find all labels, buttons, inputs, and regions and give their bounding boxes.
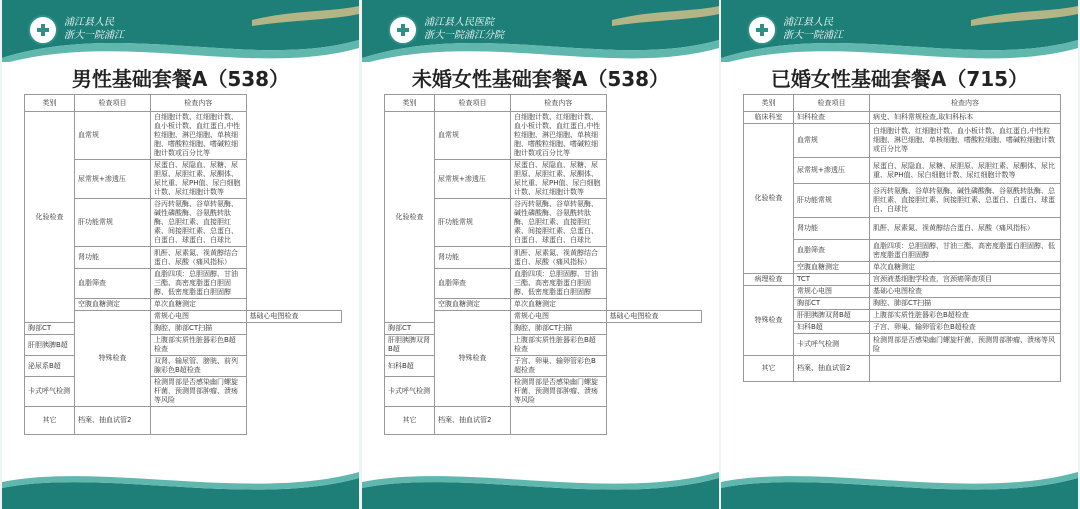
category-cell: 其它 bbox=[385, 407, 435, 435]
hospital-logo-icon bbox=[747, 15, 777, 45]
item-cell: 肝功能常规 bbox=[435, 199, 511, 247]
item-cell: 血常规 bbox=[75, 112, 151, 160]
content-cell: 病史、妇科常规检查,取妇科标本 bbox=[870, 112, 1061, 124]
table-row bbox=[744, 274, 1061, 286]
package-table bbox=[24, 94, 342, 435]
content-cell bbox=[151, 407, 247, 435]
item-cell: 肝胆胰脾双肾B超 bbox=[794, 310, 870, 322]
item-cell: 肾功能 bbox=[435, 247, 511, 269]
item-cell: 肾功能 bbox=[75, 247, 151, 269]
table-row bbox=[25, 323, 342, 335]
header-category: 类别 bbox=[744, 95, 794, 112]
item-cell: 常规心电图 bbox=[511, 311, 607, 323]
item-cell: 肾功能 bbox=[794, 218, 870, 240]
content-cell: 肌酐、尿素氮、视黄醇结合蛋白、尿酸（痛风指标） bbox=[870, 218, 1061, 240]
content-cell: 胸腔、肺部CT扫描 bbox=[870, 298, 1061, 310]
item-cell: 尿常规+渗透压 bbox=[435, 160, 511, 199]
table-row bbox=[385, 407, 702, 435]
hospital-name: 浦江县人民医院 浙大一院浦江分院 bbox=[424, 17, 504, 41]
category-cell: 化验检查 bbox=[744, 124, 794, 274]
header-category: 类别 bbox=[25, 95, 75, 112]
item-cell: 血脂筛查 bbox=[794, 240, 870, 262]
item-cell: 妇科B超 bbox=[794, 322, 870, 334]
table-row bbox=[385, 377, 702, 407]
category-cell: 特殊检查 bbox=[435, 311, 511, 407]
content-cell: 上腹部实质性脏器彩色B超检查 bbox=[511, 335, 607, 356]
item-cell: 胸部CT bbox=[385, 323, 435, 335]
table-row bbox=[744, 112, 1061, 124]
category-cell: 化验检查 bbox=[385, 112, 435, 323]
content-cell: 白细胞计数、红细胞计数、血小板计数、血红蛋白,中性粒细胞、淋巴细胞、单核细胞、嗜酸粒细胞、嗜碱粒细胞计数或百分比等 bbox=[151, 112, 247, 160]
item-cell: 尿常规+渗透压 bbox=[75, 160, 151, 199]
category-cell: 特殊检查 bbox=[744, 286, 794, 356]
content-cell: 尿蛋白、尿隐血、尿糖、尿胆原、尿胆红素、尿酮体、尿比重、尿PH值、尿白细胞计数、尿红细胞计数等 bbox=[511, 160, 607, 199]
item-cell: 档案、抽血试管2 bbox=[794, 356, 870, 382]
content-cell: 基础心电图检查 bbox=[246, 311, 342, 323]
item-cell: 妇科检查 bbox=[794, 112, 870, 124]
content-cell: 血脂四项：总胆固醇、甘油三酯、高密度脂蛋白胆固醇、低密度脂蛋白胆固醇 bbox=[511, 269, 607, 299]
table-row bbox=[385, 335, 702, 356]
item-cell: 血常规 bbox=[794, 124, 870, 158]
hospital-name: 浦江县人民 浙大一院浦江 bbox=[64, 17, 124, 41]
item-cell: 卡式呼气检测 bbox=[25, 377, 75, 407]
content-cell: 尿蛋白、尿隐血、尿糖、尿胆原、尿胆红素、尿酮体、尿比重、尿PH值、尿白细胞计数、尿红细胞计数等 bbox=[870, 158, 1061, 184]
footer-wave bbox=[2, 468, 359, 509]
package-panel-male bbox=[2, 0, 359, 509]
item-cell: 档案、抽血试管2 bbox=[75, 407, 151, 435]
item-cell: 胸部CT bbox=[25, 323, 75, 335]
package-title: 未婚女性基础套餐A（538） bbox=[411, 67, 670, 91]
item-cell: 空腹血糖测定 bbox=[435, 299, 511, 311]
content-cell: 血脂四项：总胆固醇、甘油三酯、高密度脂蛋白胆固醇、低密度脂蛋白胆固醇 bbox=[870, 240, 1061, 262]
content-cell: 胸腔、肺部CT扫描 bbox=[151, 323, 247, 335]
footer-wave bbox=[721, 468, 1078, 509]
item-cell: 肝胆胰脾B超 bbox=[25, 335, 75, 356]
item-cell: 肝胆胰脾双肾B超 bbox=[385, 335, 435, 356]
table-row bbox=[385, 112, 702, 160]
content-cell: 谷丙转氨酶、谷草转氨酶、碱性磷酸酶、谷氨酰转肽酶、总胆红素、直接胆红素、间接胆红素、总蛋白、白蛋白、球蛋白、白球比 bbox=[151, 199, 247, 247]
table-row bbox=[744, 124, 1061, 158]
category-cell: 其它 bbox=[25, 407, 75, 435]
header-content: 检查内容 bbox=[511, 95, 607, 112]
table-row bbox=[744, 356, 1061, 382]
content-cell: 子宫、卵巢、输卵管彩色B超检查 bbox=[870, 322, 1061, 334]
item-cell: 档案、抽血试管2 bbox=[435, 407, 511, 435]
package-panel-married-female bbox=[721, 0, 1078, 509]
package-title: 已婚女性基础套餐A（715） bbox=[770, 67, 1029, 91]
content-cell: 宫颈液基细胞学检查，宫颈癌筛查项目 bbox=[870, 274, 1061, 286]
category-cell: 临床科室 bbox=[744, 112, 794, 124]
content-cell: 上腹部实质性脏器彩色B超检查 bbox=[151, 335, 247, 356]
item-cell: 空腹血糖测定 bbox=[794, 262, 870, 274]
item-cell: 空腹血糖测定 bbox=[75, 299, 151, 311]
header-item: 检查项目 bbox=[435, 95, 511, 112]
item-cell: 血脂筛查 bbox=[435, 269, 511, 299]
item-cell: 泌尿系B超 bbox=[25, 356, 75, 377]
header-item: 检查项目 bbox=[794, 95, 870, 112]
package-title: 男性基础套餐A（538） bbox=[71, 67, 290, 91]
category-cell: 其它 bbox=[744, 356, 794, 382]
item-cell: 血脂筛查 bbox=[75, 269, 151, 299]
content-cell: 胸腔、肺部CT扫描 bbox=[511, 323, 607, 335]
item-cell: 胸部CT bbox=[794, 298, 870, 310]
item-cell: 常规心电图 bbox=[151, 311, 247, 323]
table-row bbox=[25, 377, 342, 407]
hospital-logo-icon bbox=[388, 15, 418, 45]
category-cell: 病理检查 bbox=[744, 274, 794, 286]
content-cell: 白细胞计数、红细胞计数、血小板计数、血红蛋白,中性粒细胞、淋巴细胞、单核细胞、嗜酸粒细胞、嗜碱粒细胞计数或百分比等 bbox=[870, 124, 1061, 158]
item-cell: 妇科B超 bbox=[385, 356, 435, 377]
content-cell: 白细胞计数、红细胞计数、血小板计数、血红蛋白,中性粒细胞、淋巴细胞、单核细胞、嗜酸粒细胞、嗜碱粒细胞计数或百分比等 bbox=[511, 112, 607, 160]
header-content: 检查内容 bbox=[870, 95, 1061, 112]
content-cell: 谷丙转氨酶、谷草转氨酶、碱性磷酸酶、谷氨酰转肽酶、总胆红素、直接胆红素、间接胆红素、总蛋白、白蛋白、球蛋白、白球比 bbox=[511, 199, 607, 247]
content-cell: 检测胃部是否感染幽门螺旋杆菌，预测胃部肿瘤、溃疡等风险 bbox=[151, 377, 247, 407]
table-row bbox=[25, 112, 342, 160]
table-row bbox=[385, 356, 702, 377]
table-row bbox=[385, 323, 702, 335]
item-cell: 肝功能常规 bbox=[75, 199, 151, 247]
item-cell: TCT bbox=[794, 274, 870, 286]
content-cell: 检测胃部是否感染幽门螺旋杆菌，预测胃部肿瘤、溃疡等风险 bbox=[511, 377, 607, 407]
item-cell: 尿常规+渗透压 bbox=[794, 158, 870, 184]
content-cell: 肌酐、尿素氮、视黄醇结合蛋白、尿酸（痛风指标） bbox=[511, 247, 607, 269]
item-cell: 常规心电图 bbox=[794, 286, 870, 298]
content-cell: 上腹部实质性脏器彩色B超检查 bbox=[870, 310, 1061, 322]
content-cell: 子宫、卵巢、输卵管彩色B超检查 bbox=[511, 356, 607, 377]
hospital-name: 浦江县人民 浙大一院浦江 bbox=[783, 17, 843, 41]
content-cell: 单次血糖测定 bbox=[870, 262, 1061, 274]
table-row bbox=[744, 286, 1061, 298]
table-row bbox=[25, 335, 342, 356]
item-cell: 血常规 bbox=[435, 112, 511, 160]
content-cell: 谷丙转氨酶、谷草转氨酶、碱性磷酸酶、谷氨酰转肽酶、总胆红素、直接胆红素、间接胆红素、总蛋白、白蛋白、球蛋白、白球比 bbox=[870, 184, 1061, 218]
content-cell: 血脂四项：总胆固醇、甘油三酯、高密度脂蛋白胆固醇、低密度脂蛋白胆固醇 bbox=[151, 269, 247, 299]
hospital-logo-icon bbox=[28, 15, 58, 45]
item-cell: 肝功能常规 bbox=[794, 184, 870, 218]
table-row bbox=[25, 356, 342, 377]
header-category: 类别 bbox=[385, 95, 435, 112]
content-cell: 基础心电图检查 bbox=[606, 311, 702, 323]
content-cell: 单次血糖测定 bbox=[151, 299, 247, 311]
item-cell: 卡式呼气检测 bbox=[794, 334, 870, 356]
content-cell bbox=[511, 407, 607, 435]
item-cell: 卡式呼气检测 bbox=[385, 377, 435, 407]
category-cell: 特殊检查 bbox=[75, 311, 151, 407]
footer-wave bbox=[362, 468, 719, 509]
content-cell bbox=[870, 356, 1061, 382]
header-item: 检查项目 bbox=[75, 95, 151, 112]
content-cell: 双肾、输尿管、膀胱、前列腺彩色B超检查 bbox=[151, 356, 247, 377]
content-cell: 尿蛋白、尿隐血、尿糖、尿胆原、尿胆红素、尿酮体、尿比重、尿PH值、尿白细胞计数、尿红细胞计数等 bbox=[151, 160, 247, 199]
package-table bbox=[743, 94, 1061, 382]
category-cell: 化验检查 bbox=[25, 112, 75, 323]
table-row bbox=[25, 407, 342, 435]
content-cell: 基础心电图检查 bbox=[870, 286, 1061, 298]
content-cell: 检测胃部是否感染幽门螺旋杆菌，预测胃部肿瘤、溃疡等风险 bbox=[870, 334, 1061, 356]
package-table bbox=[384, 94, 702, 435]
content-cell: 单次血糖测定 bbox=[511, 299, 607, 311]
content-cell: 肌酐、尿素氮、视黄醇结合蛋白、尿酸（痛风指标） bbox=[151, 247, 247, 269]
package-panel-unmarried-female bbox=[362, 0, 719, 509]
header-content: 检查内容 bbox=[151, 95, 247, 112]
